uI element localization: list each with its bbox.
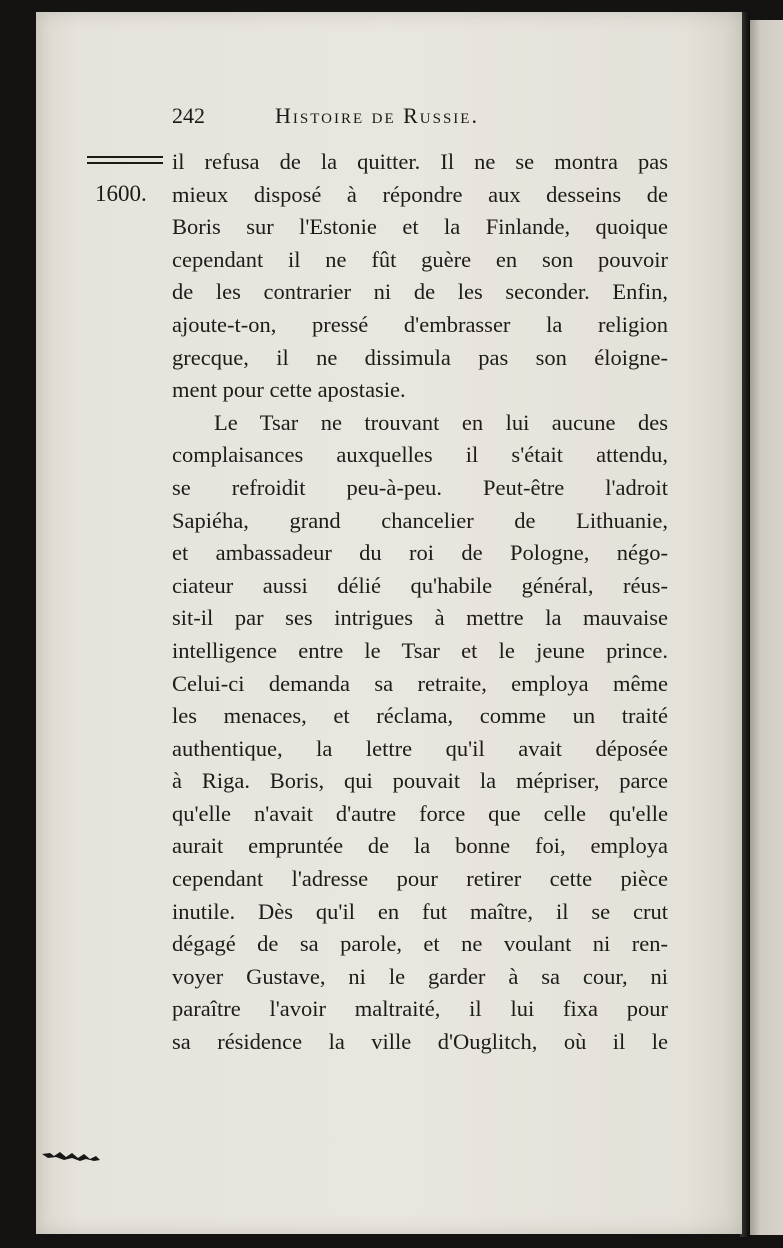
text-line: voyer Gustave, ni le garder à sa cour, ni [172, 963, 668, 989]
text-line: paraître l'avoir maltraité, il lui fixa pour [172, 996, 668, 1022]
facing-page-edge [748, 20, 783, 1235]
page-number: 242 [172, 103, 205, 128]
text-line: ajoute-t-on, pressé d'embrasser la religion [172, 311, 668, 337]
text-line: intelligence entre le Tsar et le jeune prince. [172, 637, 668, 663]
text-line: authentique, la lettre qu'il avait déposée [172, 735, 668, 761]
text-line: Celui-ci demanda sa retraite, employa même [172, 670, 668, 696]
ink-blot-mark [42, 1150, 100, 1162]
text-line: grecque, il ne dissimula pas son éloigne- [172, 344, 668, 370]
section-rule [87, 156, 163, 164]
text-line: sit-il par ses intrigues à mettre la mauvaise [172, 605, 668, 631]
body-text [172, 146, 668, 1059]
text-line: et ambassadeur du roi de Pologne, négo- [172, 540, 668, 566]
text-line: complaisances auxquelles il s'était attendu, [172, 442, 668, 468]
text-line: cependant l'adresse pour retirer cette pièce [172, 866, 668, 892]
paragraph-first-line: Le Tsar ne trouvant en lui aucune des [214, 409, 668, 435]
text-line: Sapiéha, grand chancelier de Lithuanie, [172, 507, 668, 533]
text-line: ment pour cette apostasie. [172, 377, 406, 403]
text-line: qu'elle n'avait d'autre force que celle qu'elle [172, 800, 668, 826]
text-line: ciateur aussi délié qu'habile général, réus- [172, 572, 668, 598]
text-line: se refroidit peu-à-peu. Peut-être l'adroit [172, 474, 668, 500]
text-line: aurait empruntée de la bonne foi, employa [172, 833, 668, 859]
text-line: à Riga. Boris, qui pouvait la mépriser, parce [172, 768, 668, 794]
running-title: Histoire de Russie. [275, 103, 479, 128]
running-head [172, 103, 552, 133]
text-line: Boris sur l'Estonie et la Finlande, quoique [172, 214, 668, 240]
text-line: de les contrarier ni de les seconder. Enfin, [172, 279, 668, 305]
text-line: il refusa de la quitter. Il ne se montra pas [172, 149, 668, 174]
text-line: dégagé de sa parole, et ne voulant ni ren- [172, 931, 668, 957]
text-line: les menaces, et réclama, comme un traité [172, 703, 668, 729]
margin-year: 1600. [95, 181, 147, 206]
text-line: mieux disposé à répondre aux desseins de [172, 181, 668, 207]
text-line: sa résidence la ville d'Ouglitch, où il le [172, 1029, 668, 1055]
text-line: cependant il ne fût guère en son pouvoir [172, 246, 668, 272]
text-line: inutile. Dès qu'il en fut maître, il se crut [172, 898, 668, 924]
